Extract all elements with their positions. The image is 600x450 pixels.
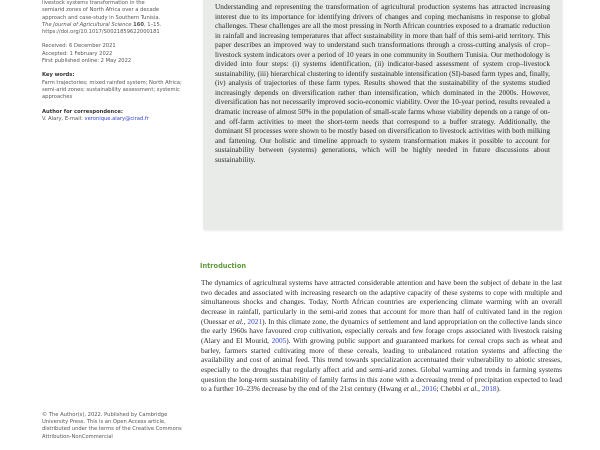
journal-volume: 160 — [133, 21, 144, 28]
copyright-notice — [42, 412, 192, 441]
article-info-column — [42, 0, 190, 130]
abstract-box — [203, 0, 562, 230]
citation-link[interactable]: 2021 — [247, 316, 263, 326]
dates-block — [42, 43, 190, 65]
correspondence-prefix: V. Alary, E-mail: — [42, 115, 85, 122]
keywords-label: Key words: — [42, 72, 75, 79]
ref-etal: et al. — [403, 384, 419, 394]
ref-etal: et al. — [463, 384, 479, 394]
citation-link[interactable]: 2018 — [481, 384, 497, 394]
intro-text: ). In this climate zone, the dynamics of settlement and land appropriation on the collective lands since the early 1960s have favoured crop cultivation, especially cereals and few forage crops associated with livestock raising (Alary and El Mourid, — [201, 316, 563, 345]
keywords-text: Farm trajectories; mixed rainfed system; North Africa; semi-arid zones; sustainability assessment; systemic approaches — [42, 79, 182, 101]
correspondence-label: Author for correspondence: — [42, 108, 123, 115]
citation-journal-line — [42, 22, 190, 29]
correspondence-line — [42, 116, 190, 123]
citation-link[interactable]: 2005 — [271, 335, 287, 345]
citation-line: semiarid zones of North Africa over a decade — [42, 7, 160, 14]
intro-text: The dynamics of agricultural systems have attracted considerable attention and have been the subject of debate in the last two decades and associated with increasing research on the adaptive capacity of these systems to cope with multiple and simultaneous shocks and changes. Today, North African countries are experiencing climate warming with an overall decrease in rainfall, particularly in the semi-arid zones that account for more than half of cultivated land in the region (Ouessar — [201, 278, 562, 326]
published-date: First published online: 2 May 2022 — [42, 58, 132, 65]
intro-text: ; Chebbi — [436, 384, 464, 394]
doi-link[interactable]: https://doi.org/10.1017/S0021859622000181 — [42, 29, 160, 36]
citation-block — [42, 0, 190, 36]
accepted-date: Accepted: 1 February 2022 — [42, 50, 113, 57]
journal-pages: , 1–15. — [143, 21, 162, 28]
citation-line: livestock systems transformation in the — [42, 0, 145, 6]
citation-link[interactable]: 2016 — [421, 384, 437, 394]
introduction-heading: Introduction — [200, 262, 247, 270]
citation-line: approach and case-study in Southern Tunisia. — [42, 14, 161, 21]
email-link[interactable]: veronique.alary@cirad.fr — [84, 115, 149, 122]
intro-text: ). — [496, 384, 501, 394]
ref-etal: et al. — [228, 316, 244, 326]
journal-name: The Journal of Agricultural Science — [42, 21, 132, 28]
correspondence-block — [42, 109, 190, 124]
copyright-text: © The Author(s), 2022. Published by Cambridge University Press. This is an Open Access article, distributed under the terms of the Creative Commons Attribution-NonCommercial — [42, 412, 182, 440]
introduction-body — [201, 278, 562, 394]
abstract-text: Understanding and representing the transformation of agricultural production systems has attracted increasing interest due to its importance for identifying drivers of changes and coping mechanisms in response to global challenges. These challenges are all the most pressing in North African countries exposed to a dramatic reduction in rainfall and increasing temperatures that affect sustainability in more than half of this semi-arid territory. This paper describes an improved way to understand such transformations through a cross-cutting analysis of crop–livestock system indicators over a period of 10 years in one community in Southern Tunisia. Our methodology is divided into four steps: (i) systems identification, (ii) indicator-based assessment of system crop–livestock sustainability, (iii) hierarchical clustering to identify sustainable intensification (SI)-based farm types and, finally, (iv) analysis of trajectories of these farm types. Results showed that the sustainability of the systems studied increasingly depends on diversification rather than intensification, which dominated in the 2000s. However, diversification has not necessarily improved socio-economic viability. Over the 10-year period, results revealed a dramatic increase of almost 50% in the population of small-scale farms whose viability depends on a range of on- and off-farm activities to meet the short-term needs that correspond to a buffer strategy. Additionally, the dominant SI processes were shown to be mostly based on diversification to livestock activities with both milking and fattening. Our holistic and timeline approach to system transformation makes it possible to account for sustainability between (systems) generations, which will be highly needed in future discussions about sustainability. — [215, 2, 550, 164]
intro-text: ). With growing public support and guaranteed markets for cereal crops such as wheat and barley, farmers started cultivating more of these cereals, leading to unbalanced rotation systems and affecting the availability and cost of animal feed. This trend towards specialization accentuated their vulnerability to abiotic stresses, especially to the droughts that regularly affect arid and semi-arid zones. Global warming and trends in farming systems question the long-term sustainability of family farms in this zone with a decreasing trend of precipitation expected to lead to a further 10–23% decrease by the end of the 21st century (Hwang — [201, 335, 562, 394]
keywords-block — [42, 72, 190, 101]
received-date: Received: 6 December 2021 — [42, 43, 116, 50]
introduction-paragraph: The dynamics of agricultural systems have attracted considerable attention and have been the subject of debate in the last two decades and associated with increasing research on the adaptive capacity of these systems to cope with multiple and simultaneous shocks and changes. Today, North African countries are experiencing climate warming with an overall decrease in rainfall, particularly in the semi-arid zones that account for more than half of cultivated land in the region (Ouessar et al., 2021). In this climate zone, the dynamics of settlement and land appropriation on the collective lands since the early 1960s have favoured crop cultivation, especially cereals and few forage crops associated with livestock raising (Alary and El Mourid, 2005). With growing public support and guaranteed markets for cereal crops such as wheat and barley, farmers started cultivating more of these cereals, leading to unbalanced rotation systems and affecting the availability and cost of animal feed. This trend towards specialization accentuated their vulnerability to abiotic stresses, especially to the droughts that regularly affect arid and semi-arid zones. Global warming and trends in farming systems question the long-term sustainability of family farms in this zone with a decreasing trend of precipitation expected to lead to a further 10–23% decrease by the end of the 21st century (Hwang et al., 2016; Chebbi et al., 2018). — [201, 278, 563, 394]
